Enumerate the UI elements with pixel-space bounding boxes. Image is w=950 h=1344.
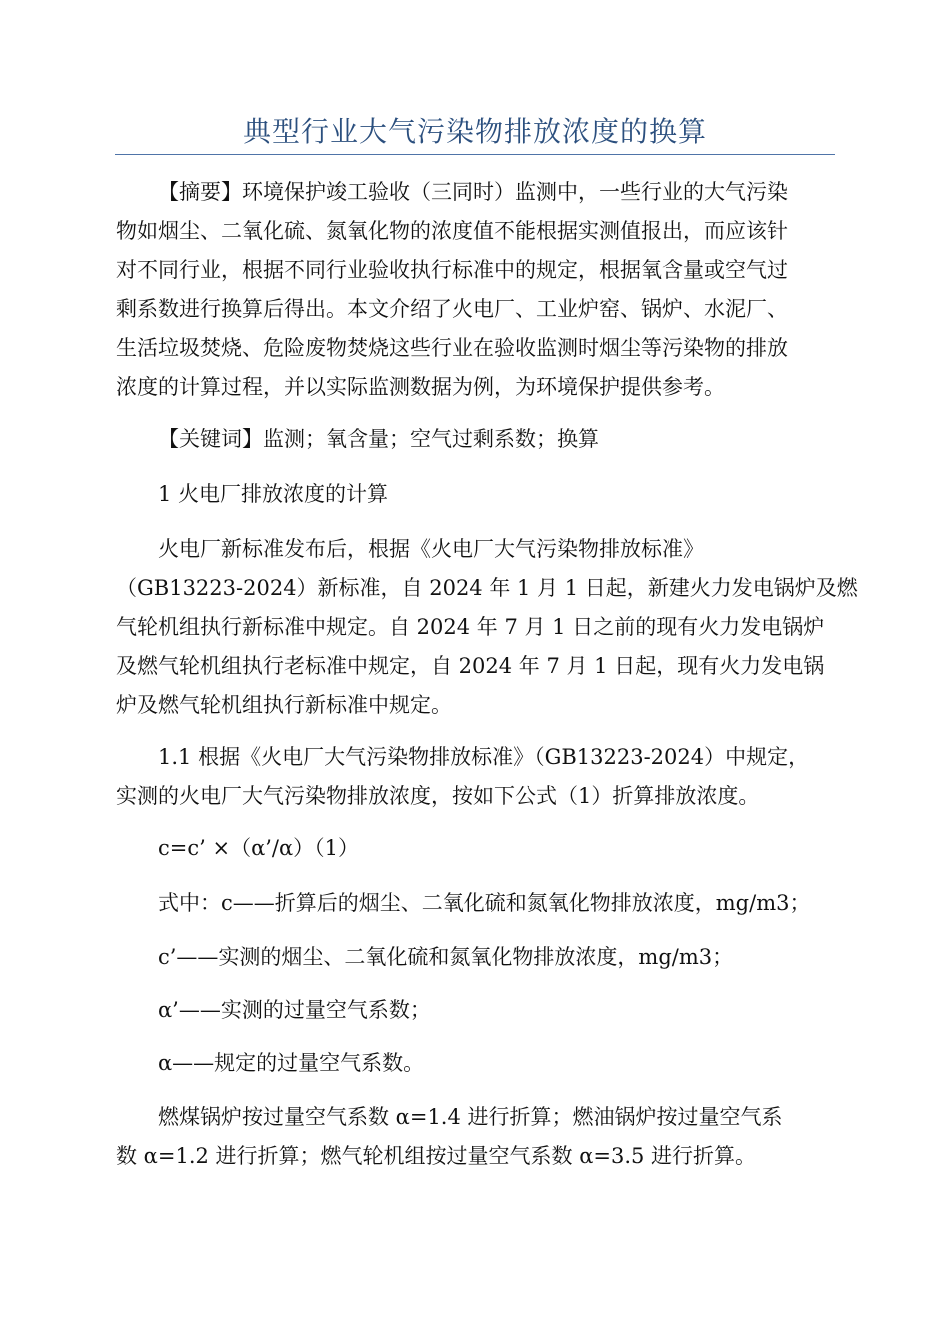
formula-block	[116, 829, 836, 868]
title-underline	[115, 154, 835, 155]
closing-paragraph	[116, 1098, 836, 1176]
paragraph-line: 气轮机组执行新标准中规定。自 2024 年 7 月 1 日之前的现有火力发电锅炉	[116, 615, 825, 639]
definition-c	[116, 884, 836, 923]
formula-line: c=c’ ×（α’/α）（1）	[158, 836, 360, 860]
abstract-line: 【摘要】环境保护竣工验收（三同时）监测中，一些行业的大气污染	[158, 180, 788, 204]
definition-alpha-prime	[116, 991, 836, 1030]
paragraph-line: 燃煤锅炉按过量空气系数 α=1.4 进行折算；燃油锅炉按过量空气系	[158, 1105, 783, 1129]
paragraph-line: 数 α=1.2 进行折算；燃气轮机组按过量空气系数 α=3.5 进行折算。	[116, 1144, 757, 1168]
definition-line: α——规定的过量空气系数。	[158, 1051, 425, 1075]
paragraph-line: 火电厂新标准发布后，根据《火电厂大气污染物排放标准》	[158, 537, 704, 561]
paragraph-line: 1.1 根据《火电厂大气污染物排放标准》（GB13223-2024）中规定，	[158, 745, 810, 769]
definition-line: α’——实测的过量空气系数；	[158, 998, 431, 1022]
section-1-1-paragraph	[116, 738, 836, 816]
abstract-paragraph	[116, 173, 836, 407]
abstract-line: 剩系数进行换算后得出。本文介绍了火电厂、工业炉窑、锅炉、水泥厂、	[116, 297, 788, 321]
keywords-line: 【关键词】监测；氧含量；空气过剩系数；换算	[158, 427, 599, 451]
paragraph-line: 炉及燃气轮机组执行新标准中规定。	[116, 693, 452, 717]
document-title: 典型行业大气污染物排放浓度的换算	[242, 115, 707, 148]
keywords-paragraph	[116, 420, 836, 459]
paragraph-line: （GB13223-2024）新标准，自 2024 年 1 月 1 日起，新建火力发电锅炉及燃	[116, 576, 858, 600]
section-heading	[116, 475, 836, 514]
definition-line: c’——实测的烟尘、二氧化硫和氮氧化物排放浓度，mg/m3；	[158, 945, 734, 969]
abstract-line: 生活垃圾焚烧、危险废物焚烧这些行业在验收监测时烟尘等污染物的排放	[116, 336, 788, 360]
definition-c-prime	[116, 938, 836, 977]
section-1-heading: 1 火电厂排放浓度的计算	[158, 482, 389, 506]
abstract-line: 物如烟尘、二氧化硫、氮氧化物的浓度值不能根据实测值报出，而应该针	[116, 219, 788, 243]
abstract-line: 浓度的计算过程，并以实际监测数据为例，为环境保护提供参考。	[116, 375, 725, 399]
definition-line: 式中：c——折算后的烟尘、二氧化硫和氮氧化物排放浓度，mg/m3；	[158, 891, 811, 915]
abstract-line: 对不同行业，根据不同行业验收执行标准中的规定，根据氧含量或空气过	[116, 258, 788, 282]
section-1-paragraph	[116, 530, 858, 725]
paragraph-line: 及燃气轮机组执行老标准中规定，自 2024 年 7 月 1 日起，现有火力发电锅	[116, 654, 825, 678]
paragraph-line: 实测的火电厂大气污染物排放浓度，按如下公式（1）折算排放浓度。	[116, 784, 760, 808]
definition-alpha	[116, 1044, 836, 1083]
